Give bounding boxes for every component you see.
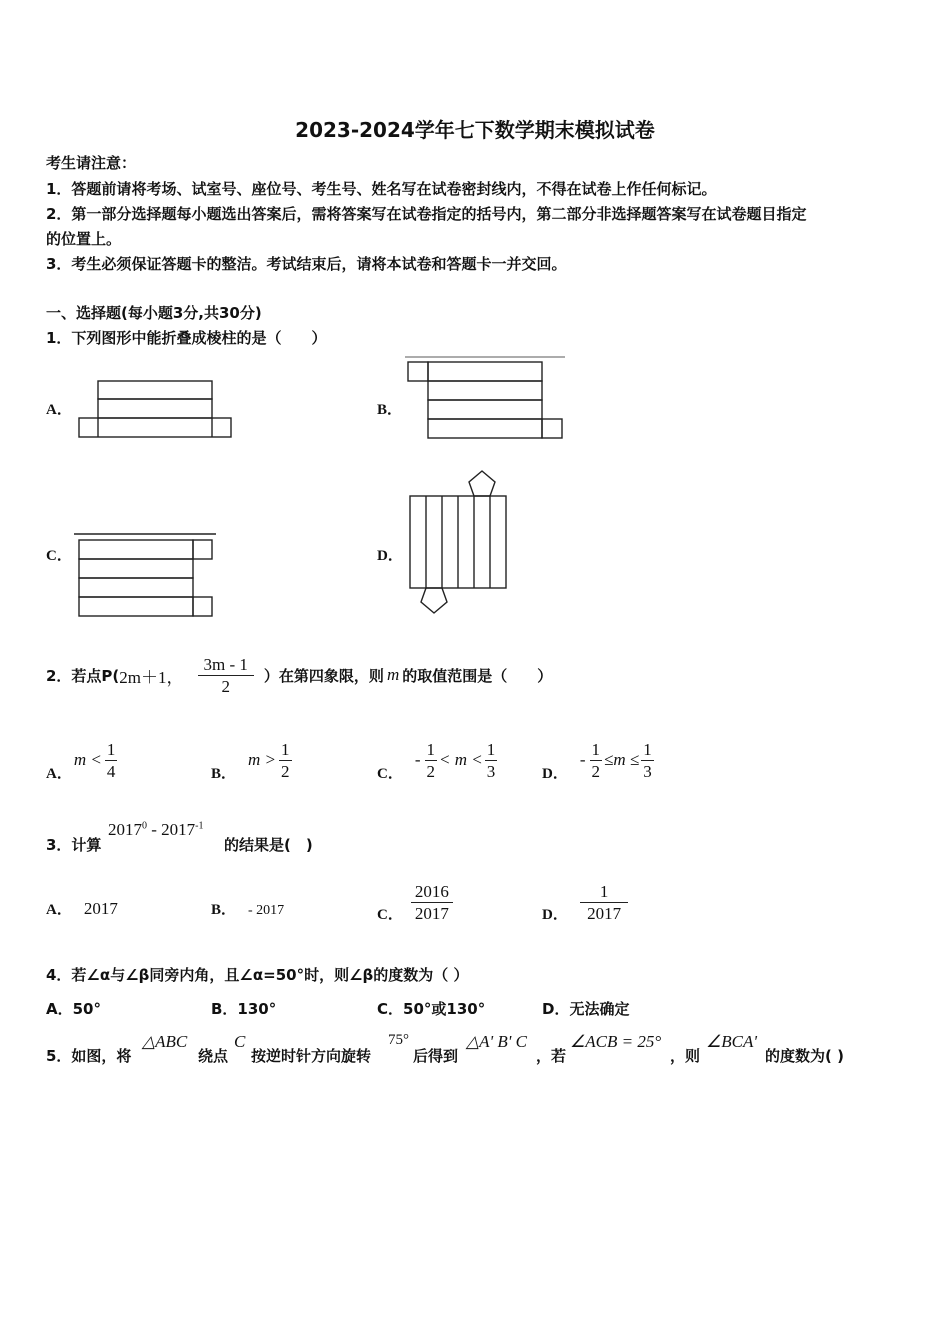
notice-item: 3．考生必须保证答题卡的整洁。考试结束后，请将本试卷和答题卡一并交回。 [46,255,567,273]
q2-option-fraction [425,739,438,782]
q3-option-label: D． [542,906,568,923]
q2-option-label: B． [211,765,237,782]
q5-math: 75° [388,1032,409,1048]
fraction-denominator: 2 [591,761,601,781]
notice-item: 2．第一部分选择题每小题选出答案后，需将答案写在试卷指定的括号内，第二部分非选择题答案写在试卷题目指定 [46,205,807,223]
q3-option-b [211,898,284,919]
q3-option-c [377,875,453,929]
q2-option-fraction [590,739,603,782]
page-title: 2023-2024学年七下数学期末模拟试卷 [295,118,655,142]
q3-expr-op: - 2017 [147,820,196,839]
q2-option-b [211,735,292,785]
fraction-numerator: 1 [591,739,601,759]
q2-coord-y-den: 2 [221,676,230,696]
q2-stem-part: 2．若点P( [46,666,120,685]
q5-math: △A' B' C [466,1032,527,1051]
q2-option-a [46,735,117,785]
q5-math: C [234,1032,246,1051]
q2-coord-y-fraction [198,654,254,697]
q3-expression [108,820,204,840]
fraction-denominator: 2 [426,761,436,781]
fraction-numerator: 1 [580,881,629,903]
q3-option-label: C． [377,906,403,923]
q4-option-d: D．无法确定 [542,1000,630,1018]
q2-option-text: - [579,750,586,769]
q3-expr-base: 2017 [108,820,142,839]
q3-expr-exponent: 0 [142,820,147,832]
q2-option-label: C． [377,765,403,782]
q3-option-label: B． [211,902,237,918]
q3-option-d [542,875,628,929]
q2-coord-y-num: 3m - 1 [198,654,254,676]
q2-option-text: - [414,750,421,769]
q1-option-b-label: B． [377,402,403,418]
q2-stem-part: 的取值范围是（ ） [402,666,553,685]
fraction-numerator: 1 [643,739,652,759]
q3-stem-part: 的结果是( ) [224,836,313,854]
q1-option-c-label: C． [46,548,72,564]
fraction-denominator: 4 [106,761,116,781]
q1-figure-b [405,356,567,442]
q2-variable: m [386,665,400,684]
q3-option-label: A． [46,902,72,918]
q1-figure-d [405,466,517,618]
fraction-denominator: 3 [486,761,496,781]
q5-text: 5．如图，将 [46,1047,132,1065]
q3-option-fraction [411,881,453,924]
q5-text: 后得到 [413,1047,459,1065]
q5-math: ∠BCA' [706,1032,757,1051]
q2-option-text: m > [248,750,277,769]
fraction-numerator: 1 [426,739,436,759]
q5-text: ，若 [536,1047,567,1065]
q5-text: 按逆时针方向旋转 [251,1047,372,1065]
q2-option-fraction [279,739,292,782]
q5-math: ∠ACB = 25° [570,1032,662,1051]
q2-option-d [542,735,654,785]
q5-text: ，则 [670,1047,701,1065]
notice-item: 1．答题前请将考场、试室号、座位号、考生号、姓名写在试卷密封线内，不得在试卷上作任何标记。 [46,180,717,198]
fraction-numerator: 1 [486,739,496,759]
q1-option-a-label: A． [46,402,72,418]
q2-option-fraction [105,739,118,782]
q2-option-c [377,735,497,785]
q5-text: 的度数为( ) [765,1047,844,1065]
q4-option-c: C．50°或130° [377,1000,486,1018]
q4-option-b: B．130° [211,1000,277,1018]
section-heading: 一、选择题(每小题3分,共30分) [46,304,262,322]
q5-math: △ABC [142,1032,188,1051]
notice-heading: 考生请注意： [46,154,137,172]
q3-option-value: 2017 [83,898,118,918]
q5-text: 绕点 [198,1047,229,1065]
q2-stem-part: ）在第四象限，则 [263,666,384,685]
fraction-numerator: 1 [106,739,116,759]
notice-item: 的位置上。 [46,230,122,248]
q3-expr-exponent: -1 [195,820,204,832]
q2-option-label: A． [46,765,72,782]
question-3-stem [46,834,101,855]
question-2-stem [46,650,552,700]
q2-option-fraction [485,739,498,782]
q2-option-label: D． [542,765,568,782]
fraction-denominator: 3 [643,761,652,781]
q4-option-a: A．50° [46,1000,101,1018]
q2-option-text: m < [73,750,102,769]
q1-figure-c [74,532,218,620]
question-1-stem: 1．下列图形中能折叠成棱柱的是（ ） [46,329,327,347]
q1-option-d-label: D． [377,548,403,564]
fraction-numerator: 1 [281,739,290,759]
fraction-denominator: 2017 [414,903,449,923]
q3-option-a [46,898,118,919]
q3-option-value: - 2017 [248,902,285,918]
fraction-denominator: 2017 [587,903,622,923]
q2-coord-x: 2m＋1， [119,667,184,687]
q2-option-text: ≤m ≤ [604,750,640,769]
q3-stem-part: 3．计算 [46,836,102,854]
q3-option-fraction [580,881,629,924]
q2-option-text: < m < [439,750,483,769]
q2-option-fraction [641,739,654,782]
q1-figure-a [78,380,234,440]
question-4-stem: 4．若∠α与∠β同旁内角，且∠α=50°时，则∠β的度数为（ ） [46,966,469,984]
fraction-denominator: 2 [281,761,290,781]
fraction-numerator: 2016 [411,881,453,903]
